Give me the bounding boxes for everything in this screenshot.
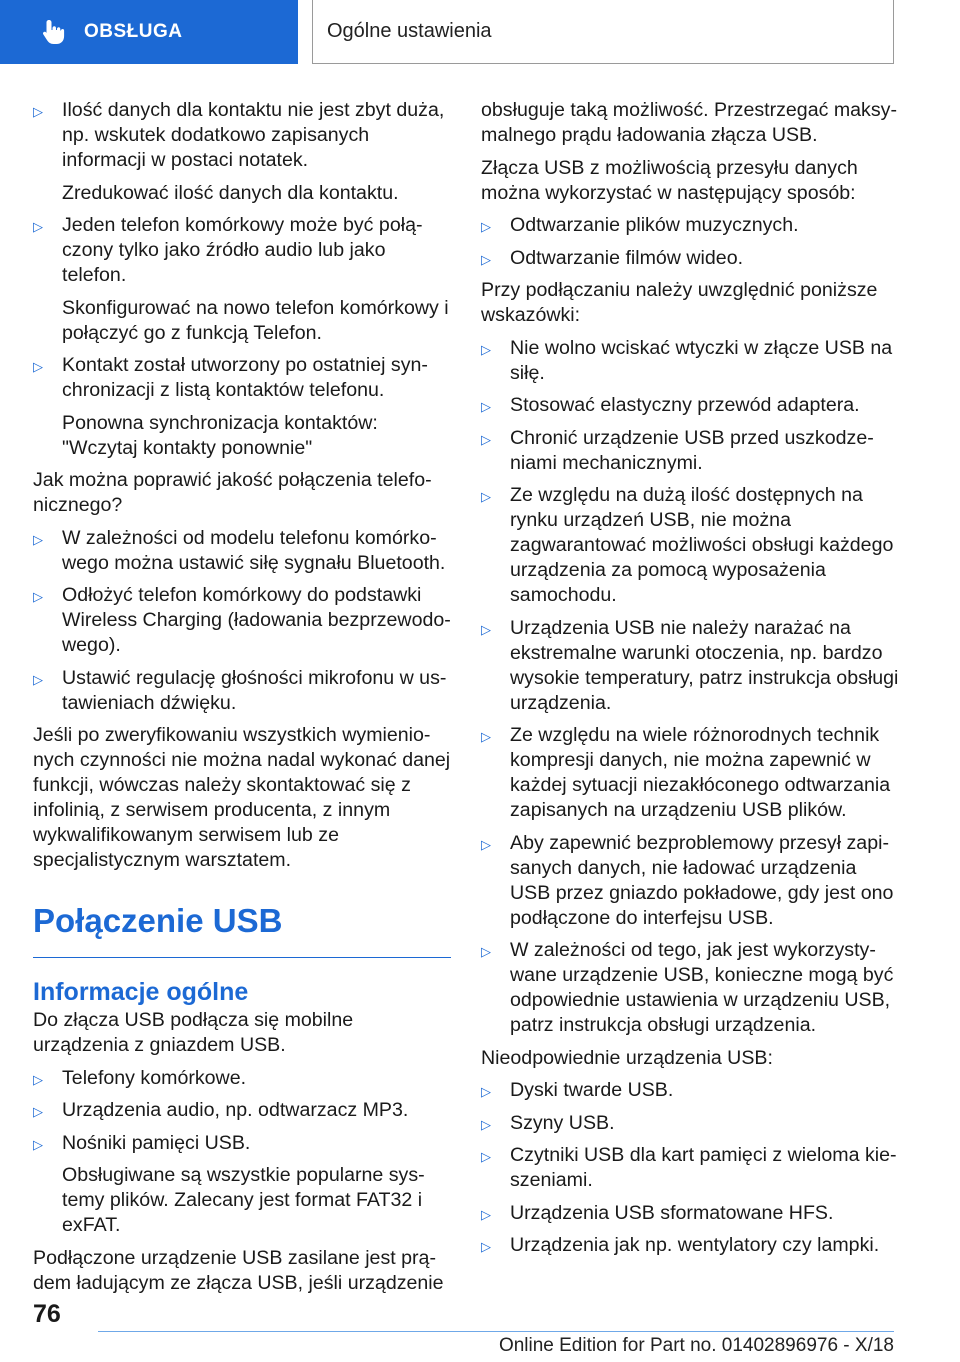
section-heading: Połączenie USB bbox=[33, 899, 451, 958]
hand-pointer-icon bbox=[38, 17, 68, 47]
footer-divider bbox=[98, 1331, 894, 1332]
list-item: ▷ Szyny USB. bbox=[481, 1111, 899, 1136]
subsection-heading: Informacje ogólne bbox=[33, 978, 249, 1006]
solution-text: Zredukować ilość danych dla kontaktu. bbox=[62, 181, 399, 204]
paragraph: Jeśli po zweryfikowaniu wszystkich wymienionych czynności nie można nadal wykonać danej funkcji, wówczas należy skontaktować się z infolinią, z serwisem producenta, z innym wykwalifikowanym serwisem lub ze specjalistycznym warsztatem. bbox=[33, 724, 451, 871]
list-item: ▷ W zależności od tego, jak jest wykorzystywane urządzenie USB, konieczne mogą być odpowiednie ustawienia w urządzeniu USB, patrz instrukcja obsługi urządzenia. bbox=[481, 938, 899, 1038]
page-number: 76 bbox=[33, 1300, 61, 1328]
solution-text: Ponowna synchronizacja kontaktów: "Wczytaj kontakty ponownie" bbox=[62, 411, 378, 459]
list-item: ▷ Odtwarzanie plików muzycznych. bbox=[481, 213, 899, 238]
list-item: ▷ Chronić urządzenie USB przed uszkodzeniami mechanicznymi. bbox=[481, 426, 899, 476]
solution-text: Skonfigurować na nowo telefon komórkowy i połączyć go z funkcją Telefon. bbox=[62, 296, 449, 344]
chapter-title: Ogólne ustawienia bbox=[312, 0, 894, 64]
list-item: ▷ Nie wolno wciskać wtyczki w złącze USB na siłę. bbox=[481, 336, 899, 386]
list-item: ▷ Odtwarzanie filmów wideo. bbox=[481, 246, 899, 271]
list-item: ▷ Ze względu na dużą ilość dostępnych na rynku urządzeń USB, nie można zagwarantować możliwości obsługi każdego urządzenia za pomocą wyposażenia samochodu. bbox=[481, 483, 899, 608]
list-item: ▷ Telefony komórkowe. bbox=[33, 1066, 451, 1091]
paragraph: obsługuje taką możliwość. Przestrzegać maksymalnego prądu ładowania złącza USB. bbox=[481, 99, 897, 146]
list-item: ▷ Ilość danych dla kontaktu nie jest zbyt duża, np. wskutek dodatkowo zapisanych informacji w postaci notatek. bbox=[33, 98, 451, 173]
list-item: ▷ Nośniki pamięci USB. bbox=[33, 1131, 451, 1156]
list-item: ▷ Urządzenia jak np. wentylatory czy lampki. bbox=[481, 1233, 899, 1258]
list-item: ▷ Stosować elastyczny przewód adaptera. bbox=[481, 393, 899, 418]
list-item: ▷ Odłożyć telefon komórkowy do podstawki Wireless Charging (ładowania bezprzewodowego). bbox=[33, 583, 451, 658]
paragraph: Do złącza USB podłącza się mobilne urządzenia z gniazdem USB. bbox=[33, 1009, 354, 1056]
list-item: ▷ Kontakt został utworzony po ostatniej synchronizacji z listą kontaktów telefonu. bbox=[33, 353, 451, 403]
paragraph: Złącza USB z możliwością przesyłu danych można wykorzystać w następujący sposób: bbox=[481, 156, 858, 204]
list-item: ▷ W zależności od modelu telefonu komórkowego można ustawić siłę sygnału Bluetooth. bbox=[33, 526, 451, 576]
list-item: ▷ Ze względu na wiele różnorodnych technik kompresji danych, nie można zapewnić w każdej sytuacji niezakłóconego odtwarzania zapisanych na urządzeniu USB plików. bbox=[481, 723, 899, 823]
page-header bbox=[0, 0, 960, 66]
list-item: ▷ Urządzenia USB sformatowane HFS. bbox=[481, 1201, 899, 1226]
paragraph: Przy podłączaniu należy uwzględnić poniższe wskazówki: bbox=[481, 279, 878, 326]
list-item: ▷ Jeden telefon komórkowy może być połączony tylko jako źródło audio lub jako telefon. bbox=[33, 213, 451, 288]
section-label: OBSŁUGA bbox=[84, 21, 183, 42]
list-item: ▷ Dyski twarde USB. bbox=[481, 1078, 899, 1103]
paragraph: Podłączone urządzenie USB zasilane jest prądem ładującym ze złącza USB, jeśli urządzenie bbox=[33, 1246, 444, 1294]
list-item: ▷ Ustawić regulację głośności mikrofonu w ustawieniach dźwięku. bbox=[33, 666, 451, 716]
solution-text: Obsługiwane są wszystkie popularne systemy plików. Zalecany jest format FAT32 i exFAT. bbox=[62, 1164, 425, 1236]
left-column bbox=[33, 98, 451, 1303]
list-item: ▷ Urządzenia USB nie należy narażać na ekstremalne warunki otoczenia, np. bardzo wysokie temperatury, patrz instrukcja obsługi urządzenia. bbox=[481, 616, 899, 716]
list-item: ▷ Urządzenia audio, np. odtwarzacz MP3. bbox=[33, 1098, 451, 1123]
section-tab[interactable] bbox=[0, 0, 298, 64]
paragraph: Nieodpowiednie urządzenia USB: bbox=[481, 1046, 773, 1069]
list-item: ▷ Czytniki USB dla kart pamięci z wieloma kieszeniami. bbox=[481, 1143, 899, 1193]
footer-edition-text: Online Edition for Part no. 01402896976 - X/18 bbox=[498, 1335, 894, 1356]
right-column bbox=[481, 98, 899, 1266]
paragraph: Jak można poprawić jakość połączenia telefonicznego? bbox=[33, 469, 432, 516]
list-item: ▷ Aby zapewnić bezproblemowy przesył zapisanych danych, nie ładować urządzenia USB przez gniazdo pokładowe, gdy jest ono podłączone do interfejsu USB. bbox=[481, 831, 899, 931]
